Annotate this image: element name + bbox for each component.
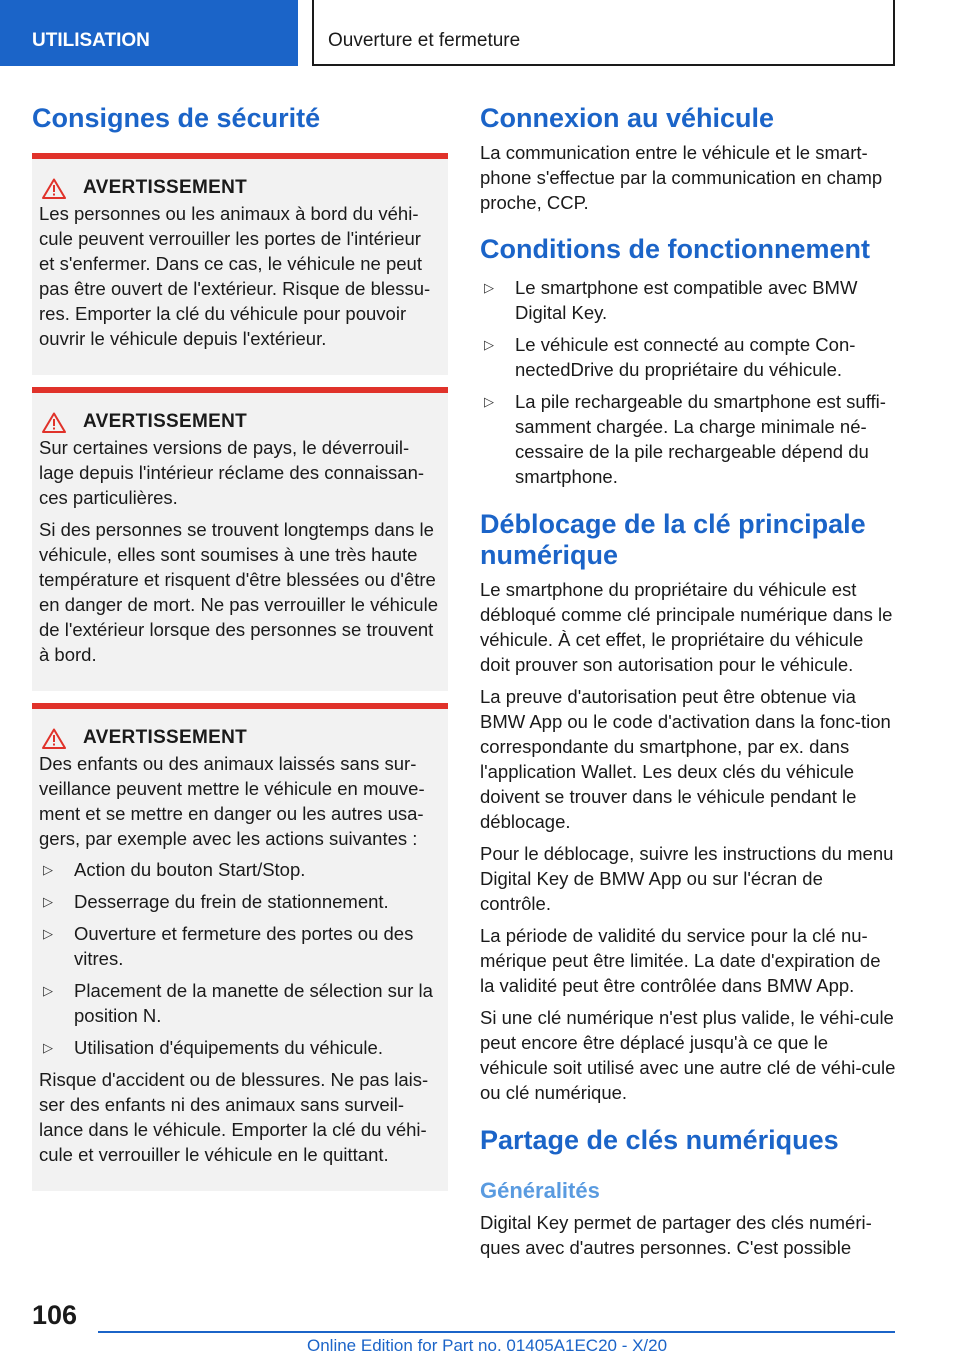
triangle-bullet-icon: ▷ — [43, 894, 53, 909]
triangle-bullet-icon: ▷ — [484, 280, 494, 295]
list-item-text: La pile rechargeable du smartphone est suffi-samment chargée. La charge minimale né-cessaire de la pile rechargeable dépend du smartphone. — [515, 391, 886, 487]
deblocage-text: Pour le déblocage, suivre les instructions du menu Digital Key de BMW App ou sur l'écran de contrôle. — [480, 843, 894, 914]
warning-text: Des enfants ou des animaux laissés sans sur-veillance peuvent mettre le véhicule en mouve-ment et se mettre en danger ou les autres usa-gers, par exemple avec les actions suivantes : — [39, 753, 425, 849]
triangle-bullet-icon: ▷ — [43, 926, 53, 941]
warning-header — [39, 411, 440, 433]
warning-label: AVERTISSEMENT — [83, 411, 248, 432]
connexion-text: La communication entre le véhicule et le smart-phone s'effectue par la communication en champ proche, CCP. — [480, 142, 883, 213]
triangle-bullet-icon: ▷ — [484, 337, 494, 352]
left-column — [32, 96, 448, 1191]
warning-text: Sur certaines versions de pays, le déverrouil-lage depuis l'intérieur réclame des connaissan-ces particulières. — [39, 437, 425, 508]
list-item-text: Utilisation d'équipements du véhicule. — [74, 1037, 383, 1058]
deblocage-title: Déblocage de la clé principale numérique — [480, 509, 866, 570]
page-number: 106 — [32, 1300, 78, 1330]
deblocage-text: La période de validité du service pour la clé nu-mérique peut être limitée. La date d'expiration de la validité peut être contrôlée dans BMW App. — [480, 925, 881, 996]
list-item — [480, 275, 896, 325]
footer-rule — [98, 1331, 895, 1333]
list-item-text: Le véhicule est connecté au compte Con-nectedDrive du propriétaire du véhicule. — [515, 334, 856, 380]
warning-triangle-icon — [42, 412, 66, 433]
chapter-breadcrumb: Ouverture et fermeture — [312, 0, 895, 66]
generalites-subtitle: Généralités — [480, 1178, 600, 1203]
safety-title: Consignes de sécurité — [32, 103, 321, 133]
list-item-text: Placement de la manette de sélection sur la position N. — [74, 980, 433, 1026]
warning-triangle-icon — [42, 178, 66, 199]
list-item — [39, 978, 440, 1028]
list-item-text: Ouverture et fermeture des portes ou des vitres. — [74, 923, 414, 969]
warning-box-2 — [32, 387, 448, 691]
conditions-title: Conditions de fonctionnement — [480, 234, 870, 264]
list-item — [480, 389, 896, 489]
list-item — [480, 332, 896, 382]
warning-label: AVERTISSEMENT — [83, 727, 248, 748]
list-item-text: Action du bouton Start/Stop. — [74, 859, 306, 880]
warning-box-3 — [32, 703, 448, 1191]
warning-label: AVERTISSEMENT — [83, 177, 248, 198]
connexion-title: Connexion au véhicule — [480, 103, 775, 133]
warning-text: Si des personnes se trouvent longtemps dans le véhicule, elles sont soumises à une très haute température et risquent d'être blessées ou d'être en danger de mort. Ne pas verrouiller le véhicule de l'extérieur lorsque des personnes se trouvent à bord. — [39, 519, 438, 665]
section-tab: UTILISATION — [0, 0, 298, 66]
warning-box-1 — [32, 153, 448, 375]
warning-triangle-icon — [42, 728, 66, 749]
warning-header — [39, 177, 440, 199]
right-column — [480, 96, 896, 1260]
triangle-bullet-icon: ▷ — [43, 1040, 53, 1055]
triangle-bullet-icon: ▷ — [43, 862, 53, 877]
list-item-text: Desserrage du frein de stationnement. — [74, 891, 389, 912]
partage-title: Partage de clés numériques — [480, 1125, 839, 1155]
triangle-bullet-icon: ▷ — [43, 983, 53, 998]
conditions-list — [480, 275, 896, 489]
list-item — [39, 889, 440, 914]
warning-action-list — [39, 857, 440, 1060]
warning-text: Risque d'accident ou de blessures. Ne pas lais-ser des enfants ni des animaux sans surveil-lance dans le véhicule. Emporter la clé du véhi-cule et verrouiller le véhicule en le quittant. — [39, 1069, 429, 1165]
list-item — [39, 921, 440, 971]
triangle-bullet-icon: ▷ — [484, 394, 494, 409]
list-item — [39, 857, 440, 882]
edition-footer: Online Edition for Part no. 01405A1EC20 - X/20 — [307, 1336, 668, 1355]
deblocage-text: Si une clé numérique n'est plus valide, le véhi-cule peut encore être déplacé jusqu'à ce que le véhicule soit utilisé avec une autre clé de véhi-cule ou clé numérique. — [480, 1007, 896, 1103]
deblocage-text: Le smartphone du propriétaire du véhicule est débloqué comme clé principale numérique dans le véhicule. À cet effet, le propriétaire du véhicule doit prouver son autorisation pour le véhicule. — [480, 579, 893, 675]
partage-text: Digital Key permet de partager des clés numéri-ques avec d'autres personnes. C'est possible — [480, 1212, 872, 1258]
warning-text: Les personnes ou les animaux à bord du véhi-cule peuvent verrouiller les portes de l'intérieur et s'enfermer. Dans ce cas, le véhicule ne peut pas être ouvert de l'extérieur. Risque de blessu-res. Emporter la clé du véhicule pour pouvoir ouvrir le véhicule depuis l'extérieur. — [39, 203, 431, 349]
warning-header — [39, 727, 440, 749]
list-item-text: Le smartphone est compatible avec BMW Digital Key. — [515, 277, 858, 323]
deblocage-text: La preuve d'autorisation peut être obtenue via BMW App ou le code d'activation dans la fonc-tion correspondante du smartphone, par ex. dans l'application Wallet. Les deux clés du véhicule doivent se trouver dans le véhicule pendant le déblocage. — [480, 686, 891, 832]
list-item — [39, 1035, 440, 1060]
